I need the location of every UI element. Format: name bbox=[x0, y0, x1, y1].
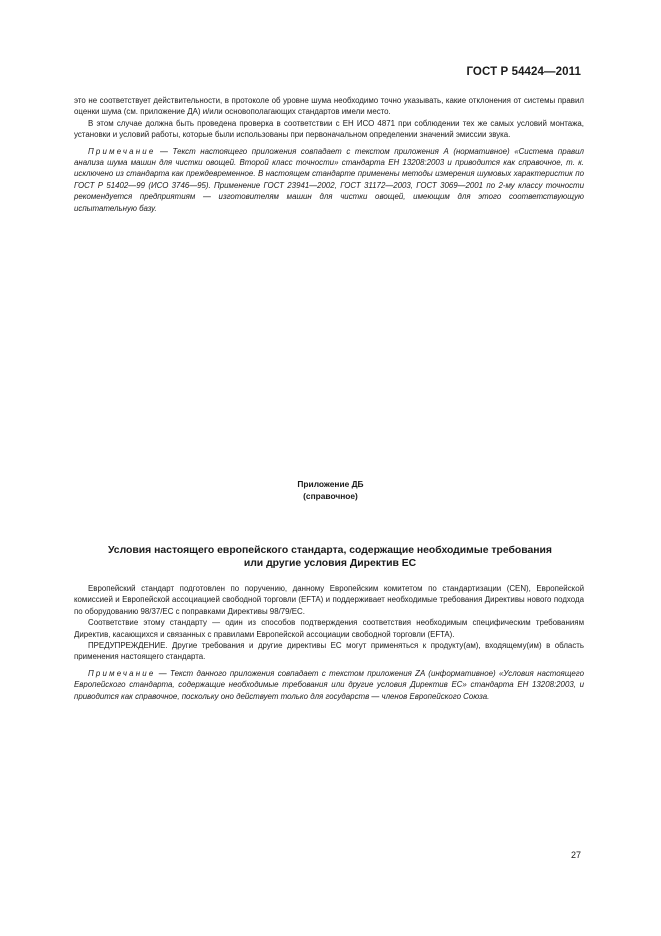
standard-header: ГОСТ Р 54424—2011 bbox=[466, 66, 581, 78]
appendix-paragraph-2: Соответствие этому стандарту — один из способов подтверждения соответствия необходимым специфическим требованиям Директив, касающихся и связанных с правилами Европейской ассоциации свободной торговли (EFTA). bbox=[74, 618, 584, 639]
page-number: 27 bbox=[570, 850, 581, 860]
appendix-note-paragraph bbox=[74, 668, 584, 702]
top-section bbox=[74, 95, 584, 214]
appendix-title-line1: Условия настоящего европейского стандарта, содержащие необходимые требования bbox=[108, 545, 552, 556]
note-label: Примечание bbox=[88, 146, 156, 156]
appendix-type: (справочное) bbox=[303, 490, 358, 501]
appendix-note-text: — Текст данного приложения совпадает с текстом приложения ZA (информативное) «Условия настоящего Европейского стандарта, содержащие необходимые требования или другие условия Директив ЕС» стандарта ЕН 13208:2003, и приводится как справочное, поскольку оно действует только для государств — членов Европейского Союза. bbox=[74, 668, 584, 701]
appendix-title bbox=[60, 544, 600, 571]
appendix-name: Приложение ДБ bbox=[297, 479, 364, 489]
appendix-note-label: Примечание bbox=[88, 668, 156, 678]
continuation-paragraph: это не соответствует действительности, в протоколе об уровне шума необходимо точно указывать, какие отклонения от системы правил оценки шума (см. приложение ДА) и/или основополагающих стандартов имели место. bbox=[74, 96, 584, 117]
appendix-title-line2: или другие условия Директив ЕС bbox=[243, 558, 417, 570]
appendix-paragraph-1: Европейский стандарт подготовлен по поручению, данному Европейским комитетом по стандартизации (CEN), Европейской комиссией и Европейской ассоциацией свободной торговли (EFTA) и поддерживает необходимые требования Директивы нового подхода по оборудованию 98/37/ЕС с поправками Директивы 98/79/ЕС. bbox=[74, 584, 584, 616]
note-paragraph bbox=[74, 146, 584, 214]
verification-paragraph: В этом случае должна быть проведена проверка в соответствии с ЕН ИСО 4871 при соблюдении тех же самых условий монтажа, установки и условий работы, которые были использованы при первоначальном определении значений эмиссии звука. bbox=[74, 118, 584, 140]
note-text: — Текст настоящего приложения совпадает с текстом приложения А (нормативное) «Система правил анализа шума машин для чистки овощей. Второй класс точности» стандарта ЕН 13208:2003 и приводится как справочное, т. к. исключено из стандарта как преждевременное. В настоящем стандарте применены методы измерения шумовых характеристик по ГОСТ Р 51402—99 (ИСО 3746—95). Применение ГОСТ 23941—2002, ГОСТ 31172—2003, ГОСТ 3069—2001 по 2-му классу точности рекомендуется предприятиям — изготовителям машин для чистки овощей, имеющим для этого соответствующую испытательную базу. bbox=[74, 146, 584, 213]
appendix-body bbox=[74, 583, 584, 702]
appendix-warning-paragraph: ПРЕДУПРЕЖДЕНИЕ. Другие требования и другие директивы ЕС могут применяться к продукту(ам), входящему(им) в область применения настоящего стандарта. bbox=[74, 641, 584, 662]
appendix-heading bbox=[0, 479, 661, 502]
